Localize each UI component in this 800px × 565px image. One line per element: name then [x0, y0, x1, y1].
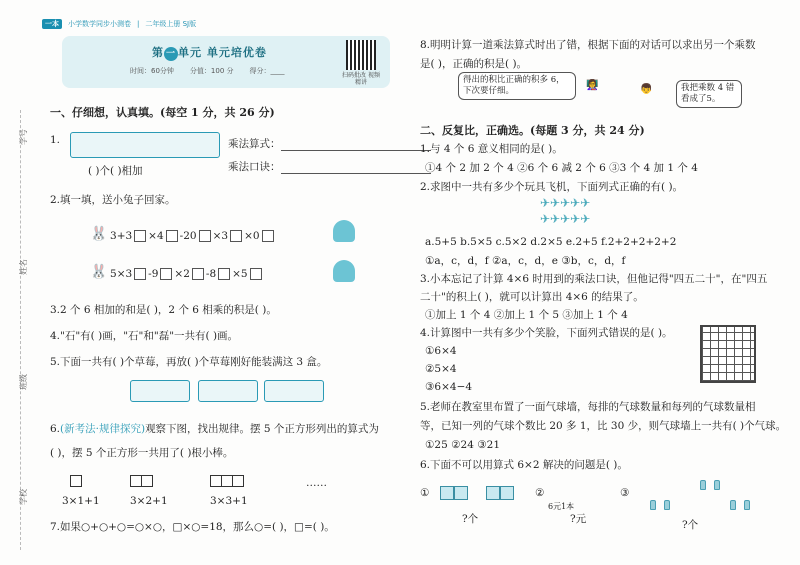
mushroom-house-icon [333, 260, 355, 282]
r-q3-prompt: 3.小本忘记了计算 4×6 时用到的乘法口诀，但他记得"四五二十"，在"四五 [420, 273, 768, 285]
r-q5-prompt-2: 等，已知一列的气球个数比 20 多 1，比 30 少，则气球墙上一共有( )个气球。 [420, 420, 787, 432]
r-q2-answers[interactable]: ①a，c，d，f ②a，c，d，e ③b，c，d，f [425, 255, 626, 267]
student-speech-bubble: 我把乘数 4 错看成了5。 [676, 80, 742, 108]
r-q6-opt1-unknown: ?个 [462, 513, 479, 525]
q1-number: 1. [50, 134, 61, 146]
q1-formula-prompt: 乘法算式： [228, 137, 431, 151]
brand-logo: 一本 [42, 19, 62, 29]
r-q2-options: a.5+5 b.5×5 c.5×2 d.2×5 e.2+5 f.2+2+2+2+2 [425, 236, 677, 248]
teacher-speech-bubble: 得出的积比正确的积多 6，下次要仔细。 [458, 72, 576, 100]
student-name-label: 姓名 [19, 259, 28, 275]
r-q3-prompt-2: 二十"的积上( )，就可以计算出 4×6 的结果了。 [420, 291, 644, 303]
section-1-title: 一、仔细想，认真填。(每空 1 分，共 26 分) [50, 106, 275, 119]
section-2-title: 二、反复比，正确选。(每题 3 分，共 24 分) [420, 124, 645, 137]
r-q5-prompt: 5.老师在教室里布置了一面气球墙，每排的气球数量和每列的气球数量相 [420, 401, 756, 413]
cube-icon [454, 486, 468, 500]
r-q4-option-2[interactable]: ②5×4 [425, 363, 457, 375]
r-q4-option-1[interactable]: ①6×4 [425, 345, 457, 357]
r-q6-opt3-unknown: ?个 [682, 519, 699, 531]
q2-prompt: 2.填一填，送小兔子回家。 [50, 194, 176, 206]
r-q4-option-3[interactable]: ③6×4−4 [425, 381, 473, 393]
price-label: 6元1本 [548, 502, 575, 511]
q1-blank[interactable]: ( )个( )相加 [88, 165, 143, 177]
score-field: 得分：____ [249, 67, 285, 75]
student-icon: 👦 [640, 84, 653, 95]
strawberry-box-2 [198, 380, 258, 402]
cube-icon [486, 486, 500, 500]
total-score: 分值：100 分 [189, 67, 234, 75]
square-pattern-3 [210, 474, 243, 488]
bottle-icon [650, 500, 656, 510]
q4-prompt: 4."石"有( )画，"石"和"磊"一共有( )画。 [50, 330, 239, 342]
r-q3-options[interactable]: ①加上 1 个 4 ②加上 1 个 5 ③加上 1 个 4 [425, 309, 628, 321]
q1-rhyme-prompt: 乘法口诀： [228, 160, 431, 174]
q8-prompt: 8.明明计算一道乘法算式时出了错，根据下面的对话可以求出另一个乘数 [420, 39, 756, 51]
r-q6-opt1-label[interactable]: ① [420, 487, 430, 499]
q8-prompt-2: 是( )，正确的积是( )。 [420, 58, 528, 70]
unit-number-badge: 一 [165, 49, 176, 59]
cube-icon [440, 486, 454, 500]
r-q6-prompt: 6.下面不可以用算式 6×2 解决的问题是( )。 [420, 459, 628, 471]
strawberry-box-1 [130, 380, 190, 402]
r-q1-prompt: 1.与 4 个 6 意义相同的是( )。 [420, 143, 563, 155]
bottle-icon [714, 480, 720, 490]
cube-icon [500, 486, 514, 500]
r-q5-options[interactable]: ①25 ②24 ③21 [425, 439, 500, 451]
rabbit-icon: 🐰 [90, 264, 108, 280]
r-q1-options[interactable]: ①4 个 2 加 2 个 4 ②6 个 6 减 2 个 6 ③3 个 4 加 1 个 4 [425, 162, 698, 174]
pattern-ellipsis: …… [306, 477, 327, 489]
mushroom-house-icon [333, 220, 355, 242]
grade-label: 二年级上册 SJ版 [145, 20, 197, 28]
student-id-label: 学号 [19, 129, 28, 145]
rabbit-icon: 🐰 [90, 226, 108, 242]
qr-code-icon[interactable] [346, 40, 376, 70]
r-q4-prompt: 4.计算图中一共有多少个笑脸，下面列式错误的是( )。 [420, 327, 673, 339]
toy-plane-icons: ✈✈✈✈✈ [540, 212, 591, 226]
q6-prompt: 6.(新考法·规律探究)观察下图，找出规律。摆 5 个正方形列出的算式为 [50, 423, 379, 435]
pattern-label-3: 3×3+1 [210, 495, 248, 507]
exam-meta [130, 66, 285, 76]
square-pattern-1 [70, 474, 81, 488]
q6-prompt-2: ( )，摆 5 个正方形一共用了( )根小棒。 [50, 447, 234, 459]
bottle-icon [730, 500, 736, 510]
r-q2-prompt: 2.求图中一共有多少个玩具飞机，下面列式正确的有( )。 [420, 181, 684, 193]
q2-chain-2[interactable]: 5×3 -9 ×2 -8 ×5 [110, 267, 264, 281]
square-pattern-2 [130, 474, 152, 488]
bottle-icon [664, 500, 670, 510]
binding-line [20, 110, 21, 550]
class-label: 班级 [19, 374, 28, 390]
teacher-icon: 👩‍🏫 [586, 80, 599, 91]
r-q6-opt3-label[interactable]: ③ [620, 487, 630, 499]
q2-chain-1[interactable]: 3+3 ×4 -20 ×3 ×0 [110, 229, 276, 243]
series-name: 小学数学同步小测卷 [68, 20, 131, 28]
q5-prompt: 5.下面一共有( )个草莓，再放( )个草莓刚好能装满这 3 盒。 [50, 356, 328, 368]
time-limit: 时间：60分钟 [130, 67, 174, 75]
bottle-icon [744, 500, 750, 510]
q7-prompt: 7.如果○+○+○=○×○，□×○=18，那么○=( )，□=( )。 [50, 521, 335, 533]
bottle-icon [700, 480, 706, 490]
qr-caption: 扫码批改 视频精讲 [342, 72, 380, 86]
toy-plane-icons: ✈✈✈✈✈ [540, 196, 591, 210]
header-bar: 一本 小学数学同步小测卷 | 二年级上册 SJ版 [42, 18, 196, 30]
smiley-grid-image [700, 325, 756, 383]
pattern-label-1: 3×1+1 [62, 495, 100, 507]
school-label: 学校 [19, 489, 28, 505]
pattern-label-2: 3×2+1 [130, 495, 168, 507]
unit-banner [62, 36, 390, 88]
unit-title: 第 一 单元 单元培优卷 [152, 46, 267, 59]
q3-prompt: 3.2 个 6 相加的和是( )，2 个 6 相乘的积是( )。 [50, 304, 277, 316]
rabbit-groups-image [70, 132, 220, 158]
r-q6-opt2-unknown: ?元 [570, 513, 587, 525]
r-q6-opt2-label[interactable]: ② [535, 487, 545, 499]
strawberry-box-3 [264, 380, 324, 402]
